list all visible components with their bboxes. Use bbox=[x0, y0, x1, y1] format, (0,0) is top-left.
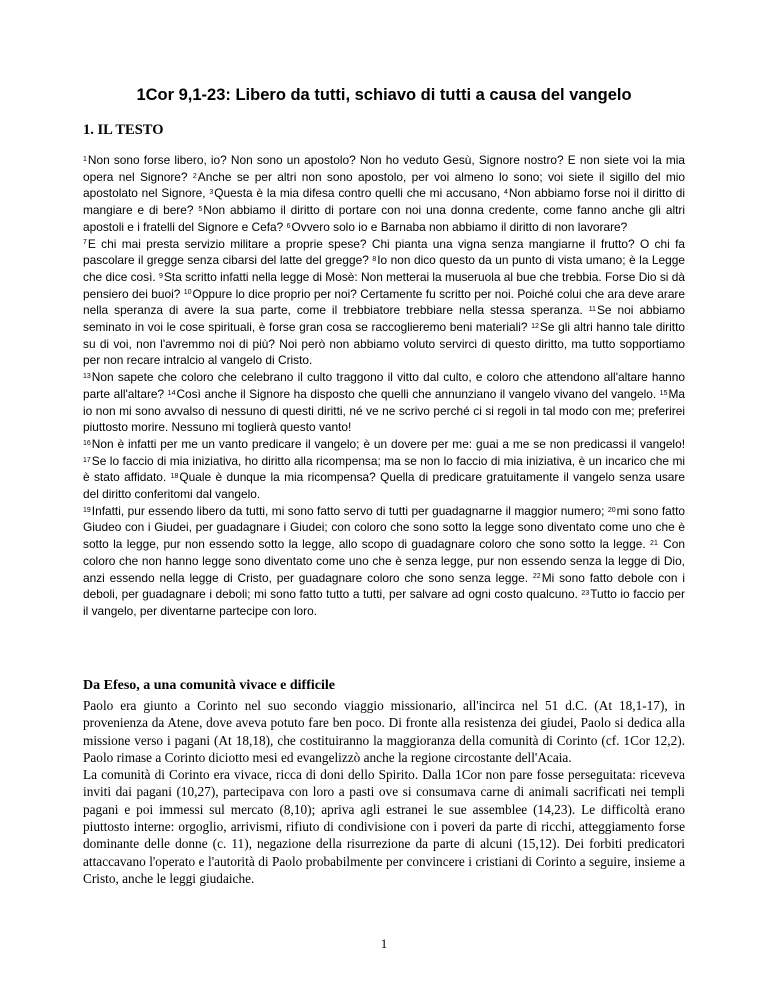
verse-number: 18 bbox=[170, 473, 179, 481]
verse-text: Non sapete che coloro che celebrano il culto traggono il vitto dal culto, e coloro che attendono all'altare hanno parte all'altare? bbox=[83, 370, 685, 401]
verse-text: Con coloro che non hanno legge sono diventato come uno che è senza legge, pur non essendo senza la legge di Dio, anzi essendo nella legge di Cristo, per guadagnare coloro che sono senza legge. bbox=[83, 537, 685, 585]
verse-number: 15 bbox=[659, 389, 668, 397]
document-title: 1Cor 9,1-23: Libero da tutti, schiavo di tutti a causa del vangelo bbox=[136, 86, 632, 104]
verse-number: 20 bbox=[607, 506, 616, 514]
verse-number: 23 bbox=[581, 590, 590, 598]
verse-text: Sta scritto infatti nella legge di Mosè: Non metterai la museruola al bue che trebbia. Forse Dio si dà pensiero dei buoi? bbox=[83, 269, 685, 301]
verse-number: 8 bbox=[372, 256, 377, 264]
verse-text: Se gli altri hanno tale diritto su di voi, non l'avremmo noi di più? Noi però non abbiamo voluto servirci di questo diritto, ma tutto sopportiamo per non recare intralcio al vangelo di Cristo. bbox=[83, 320, 685, 368]
text-paragraph bbox=[83, 503, 685, 620]
section-heading-efeso: Da Efeso, a una comunità vivace e difficile bbox=[83, 678, 335, 693]
text-paragraph bbox=[83, 236, 685, 370]
text-paragraph bbox=[83, 436, 685, 503]
verse-number: 17 bbox=[83, 456, 91, 464]
commentary-paragraph: Paolo era giunto a Corinto nel suo secondo viaggio missionario, all'incirca nel 51 d.C. (At 18,1-17), in provenienza da Atene, dove aveva potuto fare ben poco. Di fronte alla resistenza dei giudei, Paolo si dedica alla missione verso i pagani (At 18,18), che costituiranno la maggioranza della comunità di Corinto (cf. 1Cor 12,2). Paolo rimase a Corinto diciotto mesi ed evangelizzò anche la regione circostante dell'Acaia. bbox=[83, 698, 685, 765]
verse-text: Io non dico questo da un punto di vista umano; è la Legge che dice così. bbox=[83, 253, 685, 284]
verse-text: Mi sono fatto debole con i deboli, per guadagnare i deboli; mi sono fatto tutto a tutti, per salvare ad ogni costo qualcuno. bbox=[83, 570, 685, 602]
verse-number: 14 bbox=[167, 389, 176, 397]
verse-text: Se lo faccio di mia iniziativa, ho diritto alla ricompensa; ma se non lo faccio di mia iniziativa, è un incarico che mi è stato affidato. bbox=[83, 453, 685, 485]
verse-number: 12 bbox=[531, 322, 539, 330]
verse-text: Tutto io faccio per il vangelo, per diventarne partecipe con loro. bbox=[83, 587, 685, 618]
commentary-text bbox=[83, 697, 685, 887]
verse-number: 3 bbox=[209, 189, 214, 197]
verse-number: 9 bbox=[159, 272, 163, 280]
verse-text: Anche se per altri non sono apostolo, per voi almeno lo sono; voi siete il sigillo del mio apostolato nel Signore, bbox=[83, 169, 685, 201]
verse-number: 5 bbox=[198, 205, 203, 213]
page-number: 1 bbox=[380, 936, 388, 951]
verse-text: Non è infatti per me un vanto predicare il vangelo; è un dovere per me: guai a me se non predicassi il vangelo! bbox=[91, 436, 685, 451]
verse-text: Non abbiamo forse noi il diritto di mangiare e di bere? bbox=[83, 186, 685, 218]
verse-text: Oppure lo dice proprio per noi? Certamente fu scritto per noi. Poiché colui che ara deve arare nella speranza di avere la sua parte, come il trebbiatore trebbiare nella stessa speranza. bbox=[83, 286, 686, 318]
commentary-paragraph: La comunità di Corinto era vivace, ricca di doni dello Spirito. Dalla 1Cor non pare fosse perseguitata: riceveva inviti dai pagani (10,27), partecipava con loro a pasti ove si consumava carne di animali sacrificati nei templi pagani e poi immessi sul mercato (8,10); apriva agli estranei le sue assemblee (14,23). Le difficoltà erano piuttosto interne: orgoglio, arrivismi, rifiuto di condivisione con i poveri da parte di ricchi, atteggiamento forse dominante delle donne (c. 11), negazione della risurrezione da parte di alcuni (15,12). Dei forbiti predicatori attaccavano l'operato e l'autorità di Paolo probabilmente per convincere i cristiani di Corinto a seguire, insieme a Cristo, anche le leggi giudaiche. bbox=[83, 767, 685, 886]
verse-number: 13 bbox=[83, 373, 91, 380]
verse-text: Ovvero solo io e Barnaba non abbiamo il diritto di non lavorare? bbox=[291, 219, 628, 234]
verse-number: 11 bbox=[588, 306, 596, 314]
verse-number: 19 bbox=[83, 506, 91, 514]
bible-text bbox=[83, 152, 685, 620]
text-paragraph bbox=[83, 369, 685, 436]
verse-number: 7 bbox=[83, 239, 87, 247]
text-paragraph bbox=[83, 152, 685, 236]
verse-number: 6 bbox=[286, 222, 291, 230]
verse-text: E chi mai presta servizio militare a proprie spese? Chi pianta una vigna senza mangiarne il frutto? O chi fa pascolare il gregge senza cibarsi del latte del gregge? bbox=[83, 236, 685, 268]
verse-number: 4 bbox=[504, 189, 508, 197]
verse-number: 22 bbox=[532, 573, 541, 581]
section-heading-testo: 1. IL TESTO bbox=[83, 122, 164, 138]
verse-number: 10 bbox=[183, 289, 192, 297]
verse-text: Se noi abbiamo seminato in voi le cose spirituali, è forse gran cosa se raccoglieremo beni materiali? bbox=[83, 303, 685, 335]
verse-text: Così anche il Signore ha disposto che quelli che annunziano il vangelo vivano del vangelo. bbox=[176, 386, 660, 401]
verse-number: 16 bbox=[83, 439, 91, 447]
verse-text: Non sono forse libero, io? Non sono un apostolo? Non ho veduto Gesù, Signore nostro? E non siete voi la mia opera nel Signore? bbox=[83, 153, 685, 184]
verse-text: mi sono fatto Giudeo con i Giudei, per guadagnare i Giudei; con coloro che sono sotto la legge sono diventato come uno che è sotto la legge, pur non essendo sotto la legge, allo scopo di guadagnare coloro che sono sotto la legge. bbox=[83, 503, 685, 552]
verse-number: 2 bbox=[192, 172, 197, 180]
verse-text: Non abbiamo il diritto di portare con noi una donna credente, come fanno anche gli altri apostoli e i fratelli del Signore e Cefa? bbox=[83, 203, 685, 234]
verse-number: 21 bbox=[650, 540, 658, 548]
verse-text: Infatti, pur essendo libero da tutti, mi sono fatto servo di tutti per guadagnarne il maggior numero; bbox=[91, 503, 608, 518]
verse-text: Questa è la mia difesa contro quelli che mi accusano, bbox=[214, 186, 504, 201]
verse-text: Quale è dunque la mia ricompensa? Quella di predicare gratuitamente il vangelo senza usare del diritto conferitomi dal vangelo. bbox=[83, 470, 685, 502]
verse-text: Ma io non mi sono avvalso di nessuno di questi diritti, né ve ne scrivo perché ci si regoli in tal modo con me; preferirei piuttosto morire. Nessuno mi toglierà questo vanto! bbox=[83, 386, 685, 435]
verse-number: 1 bbox=[83, 155, 87, 163]
